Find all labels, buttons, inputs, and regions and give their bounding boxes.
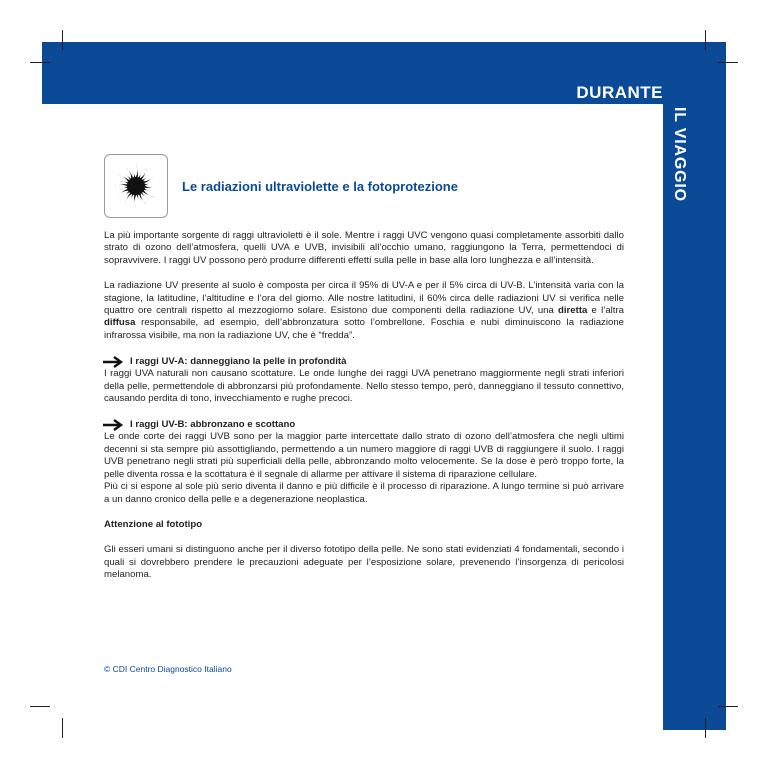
sun-ray	[142, 189, 155, 197]
paragraph-intro: La più importante sorgente di raggi ultravioletti è il sole. Mentre i raggi UVC vengono quasi completamente assorbiti dallo strato di ozono dell’atmosfera, quelli UVA e UVB, invisibili all’occhio umano, raggiungono la Terra, permettendoci di sopravvivere. I raggi UV possono però produrre differenti effetti sulla pelle in base alla loro lunghezza e all’intensità.	[104, 230, 624, 266]
arrow-right-icon	[102, 356, 124, 368]
crop-mark	[718, 706, 738, 707]
article-body	[104, 230, 624, 595]
text-span: La radiazione UV presente al suolo è composta per circa il 95% di UV-A e per il 5% circa di UV-B. L’intensità varia con la stagione, la latitudine, l’altitudine e l’ora del giorno. Alle nostre latitudini, il 60% circa delle radiazioni UV si verifica nelle quattro ore centrali rispetto al mezzogiorno solare. Esistono due componenti della radiazione UV, una	[104, 280, 624, 317]
bold-direct: diretta	[558, 305, 588, 317]
arrow-right-icon	[102, 419, 124, 431]
side-label: IL VIAGGIO	[671, 107, 688, 202]
paragraph-uv-composition	[104, 280, 624, 342]
sun-ray	[114, 184, 128, 187]
sun-ray	[139, 167, 147, 180]
crop-mark	[62, 30, 63, 50]
section-label: DURANTE	[576, 83, 663, 102]
sun-icon-box	[104, 154, 168, 218]
bold-diffuse: diffusa	[104, 317, 136, 329]
sun-icon	[112, 162, 160, 210]
sun-ray	[134, 194, 137, 208]
paragraph-attention: Gli esseri umani si distinguono anche per il diverso fototipo della pelle. Ne sono stati evidenziati 4 fondamentali, secondo i quali si dovrebbero prendere le precauzioni adeguate per l’esposizione solare, prevenendo l’insorgenza di pericolosi melanoma.	[104, 544, 624, 581]
text-span: e l’altra	[587, 305, 625, 317]
uva-title: I raggi UV-A: danneggiano la pelle in profondità	[130, 355, 347, 367]
attention-title: Attenzione al fototipo	[104, 518, 203, 530]
uvb-heading	[104, 418, 624, 431]
crop-mark	[30, 706, 50, 707]
crop-mark	[705, 30, 706, 50]
crop-mark	[62, 718, 63, 738]
sun-ray	[125, 192, 133, 205]
paragraph-uvb-2: Più ci si espone al sole più serio diventa il danno e più difficile è il processo di riparazione. A lungo termine si può arrivare a un danno cronico della pelle e a degenerazione neoplastica.	[104, 481, 624, 505]
copyright-footer: © CDI Centro Diagnostico Italiano	[104, 664, 232, 674]
sun-ray	[135, 164, 138, 178]
uva-heading	[104, 355, 624, 368]
section-title: Le radiazioni ultraviolette e la fotoprotezione	[182, 179, 458, 194]
sun-ray	[117, 175, 130, 183]
paragraph-uva: I raggi UVA naturali non causano scottature. Le onde lunghe dei raggi UVA penetrano maggiormente negli strati inferiori della pelle, permettendole di abbronzarsi più profondamente. Nello stesso tempo, però, danneggiano il tessuto connettivo, causando perdita di tono, invecchiamento e rughe precoci.	[104, 368, 624, 405]
text-span: responsabile, ad esempio, dell’abbronzatura sotto l’ombrellone. Foschia e nubi diminuiscono la radiazione infrarossa visibile, ma non la radiazione UV, che è “fredda”.	[104, 317, 624, 341]
paragraph-uvb-1: Le onde corte dei raggi UVB sono per la maggior parte intercettate dallo strato di ozono dell’atmosfera che negli ultimi decenni si sta sempre più assottigliando, permettendo a un numero maggiore di raggi UVB di raggiungere il suolo. I raggi UVB penetrano negli strati più superficiali della pelle, abbronzando molto velocemente. Se la dose è però troppo forte, la pelle diventa rossa e la scottatura è il segnale di allarme per attivare il sistema di riparazione cellulare.	[104, 431, 624, 480]
crop-mark	[705, 718, 706, 738]
uvb-title: I raggi UV-B: abbronzano e scottano	[130, 418, 296, 430]
crop-mark	[718, 62, 738, 63]
crop-mark	[30, 62, 50, 63]
sun-ray	[144, 185, 158, 188]
